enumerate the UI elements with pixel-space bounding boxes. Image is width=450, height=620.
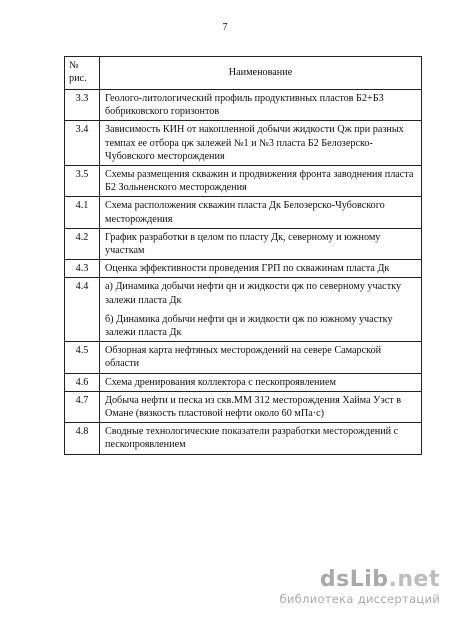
figure-number: 4.7 <box>65 391 100 422</box>
figure-title-cell <box>100 423 422 454</box>
figure-title-cell <box>100 260 422 278</box>
header-title-label: Наименование <box>228 67 293 79</box>
watermark-logo-main: dsLib <box>319 567 389 592</box>
figure-title: б) Динамика добычи нефти qн и жидкости qж по южному участку залежи пласта Дк <box>105 313 393 339</box>
figure-title-cell <box>100 342 422 373</box>
figure-title: Добыча нефти и песка из скв.ММ 312 месторождения Хайма Уэст в Омане (вязкость пластовой нефти около 60 мПа·с) <box>105 394 402 420</box>
figure-number: 4.4 <box>65 278 100 342</box>
table-row <box>65 391 422 422</box>
table-header-row <box>65 57 422 90</box>
figure-title-cell <box>100 197 422 228</box>
figure-title-cell <box>100 166 422 197</box>
figure-title: Обзорная карта нефтяных месторождений на севере Самарской области <box>105 345 382 370</box>
table-row <box>65 342 422 373</box>
figure-title-cell <box>100 373 422 391</box>
table-row <box>65 197 422 228</box>
figure-number: 4.8 <box>65 423 100 454</box>
figure-number: 4.3 <box>65 260 100 278</box>
watermark-logo <box>279 568 440 592</box>
table-row <box>65 423 422 454</box>
figure-title-cell <box>100 228 422 259</box>
figure-title: а) Динамика добычи нефти qн и жидкости qж по северному участку залежи пласта Дк <box>105 281 402 306</box>
table-row <box>65 166 422 197</box>
figure-number: 3.5 <box>65 166 100 197</box>
header-num-cell <box>65 57 100 90</box>
header-title-cell <box>100 57 422 90</box>
figure-title-cell <box>100 90 422 121</box>
figure-number: 3.3 <box>65 90 100 121</box>
table-row <box>65 228 422 259</box>
table-row <box>65 373 422 391</box>
figure-title: Геолого-литологический профиль продуктивных пластов Б2+Б3 бобриковского горизонтов <box>105 93 384 118</box>
table-row <box>65 90 422 121</box>
figure-title: Сводные технологические показатели разработки месторождений с пескопроявлением <box>105 426 399 451</box>
figure-title: Схема дренирования коллектора с пескопроявлением <box>105 376 336 388</box>
figure-title: Зависимость КИН от накопленной добычи жидкости Qж при разных темпах ее отбора qж залежей №1 и №3 пласта Б2 Белозерско-Чубовского месторождения <box>105 124 404 162</box>
figure-title-cell <box>100 121 422 166</box>
figure-number: 4.5 <box>65 342 100 373</box>
figure-number: 4.1 <box>65 197 100 228</box>
watermark-logo-tld: .net <box>388 567 440 592</box>
figure-number: 3.4 <box>65 121 100 166</box>
table-row <box>65 278 422 342</box>
header-num-label: № рис. <box>69 60 87 85</box>
page-number: 7 <box>222 22 228 33</box>
table-row <box>65 121 422 166</box>
watermark <box>279 568 440 606</box>
figure-title-cell <box>100 391 422 422</box>
figure-title: Оценка эффективности проведения ГРП по скважинам пласта Дк <box>105 263 390 275</box>
figure-title-cell <box>100 278 422 342</box>
watermark-subtitle: библиотека диссертаций <box>279 592 440 606</box>
figures-table <box>64 56 422 455</box>
table-row <box>65 260 422 278</box>
figure-title: Схемы размещения скважин и продвижения фронта заводнения пласта Б2 Зольненского месторождения <box>105 169 414 194</box>
figure-number: 4.2 <box>65 228 100 259</box>
figure-title: График разработки в целом по пласту Дк, северному и южному участкам <box>105 231 381 257</box>
figure-number: 4.6 <box>65 373 100 391</box>
figure-title: Схема расположения скважин пласта Дк Белозерско-Чубовского месторождения <box>105 200 385 225</box>
